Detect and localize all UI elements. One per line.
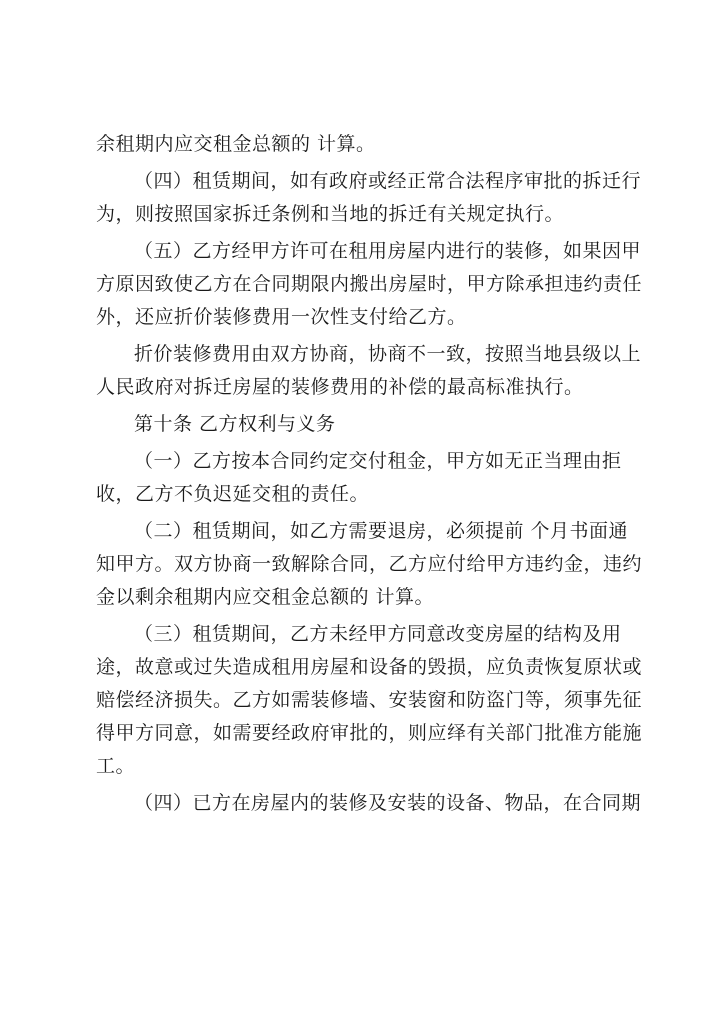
paragraph-article-10-item-1 bbox=[96, 445, 628, 511]
text-line: （五）乙方经甲方许可在租用房屋内进行的装修，如果因甲 bbox=[134, 240, 642, 262]
text-line: 外，还应折价装修费用一次性支付给乙方。 bbox=[96, 306, 467, 328]
text-line: （一）乙方按本合同约定交付租金，甲方如无正当理由拒 bbox=[134, 450, 622, 472]
text-line: 知甲方。双方协商一致解除合同，乙方应付给甲方违约金，违约 bbox=[96, 553, 643, 575]
text-line: （二）租赁期间，如乙方需要退房，必须提前 个月书面通 bbox=[134, 520, 629, 542]
section-heading: 第十条 乙方权利与义务 bbox=[134, 413, 336, 435]
text-line: 得甲方同意，如需要经政府审批的，则应绎有关部门批准方能施 bbox=[96, 722, 643, 744]
paragraph-renovation-compensation bbox=[96, 338, 642, 404]
article-10-heading bbox=[96, 408, 628, 441]
text-line: 途，故意或过失造成租用房屋和设备的毁损，应负责恢复原状或 bbox=[96, 656, 643, 678]
paragraph-clause-4-demolition bbox=[96, 165, 642, 231]
text-line: 赔偿经济损失。乙方如需装修墙、安装窗和防盗门等，须事先征 bbox=[96, 689, 643, 711]
text-line: 金以剩余租期内应交租金总额的 计算。 bbox=[96, 586, 435, 608]
text-line: 余租期内应交租金总额的 计算。 bbox=[96, 133, 376, 155]
text-line: （四）已方在房屋内的装修及安装的设备、物品，在合同期 bbox=[134, 792, 642, 814]
text-line: 人民政府对拆迁房屋的装修费用的补偿的最高标准执行。 bbox=[96, 376, 584, 398]
text-line: （四）租赁期间，如有政府或经正常合法程序审批的拆迁行 bbox=[134, 170, 642, 192]
paragraph-clause-5-renovation bbox=[96, 235, 643, 334]
paragraph-article-10-item-3 bbox=[96, 618, 643, 783]
text-line: 折价装修费用由双方协商，协商不一致，按照当地县级以上 bbox=[134, 343, 642, 365]
paragraph-article-10-item-4 bbox=[96, 787, 642, 820]
text-line: 工。 bbox=[96, 755, 136, 777]
paragraph-article-10-item-2 bbox=[96, 515, 643, 614]
text-line: 为，则按照国家拆迁条例和当地的拆迁有关规定执行。 bbox=[96, 203, 565, 225]
text-line: 收，乙方不负迟延交租的责任。 bbox=[96, 483, 370, 505]
text-line: （三）租赁期间，乙方未经甲方同意改变房屋的结构及用 bbox=[134, 623, 622, 645]
paragraph-rent-total-continuation bbox=[96, 128, 628, 161]
document-body bbox=[96, 128, 643, 824]
text-line: 方原因致使乙方在合同期限内搬出房屋时，甲方除承担违约责任 bbox=[96, 273, 643, 295]
